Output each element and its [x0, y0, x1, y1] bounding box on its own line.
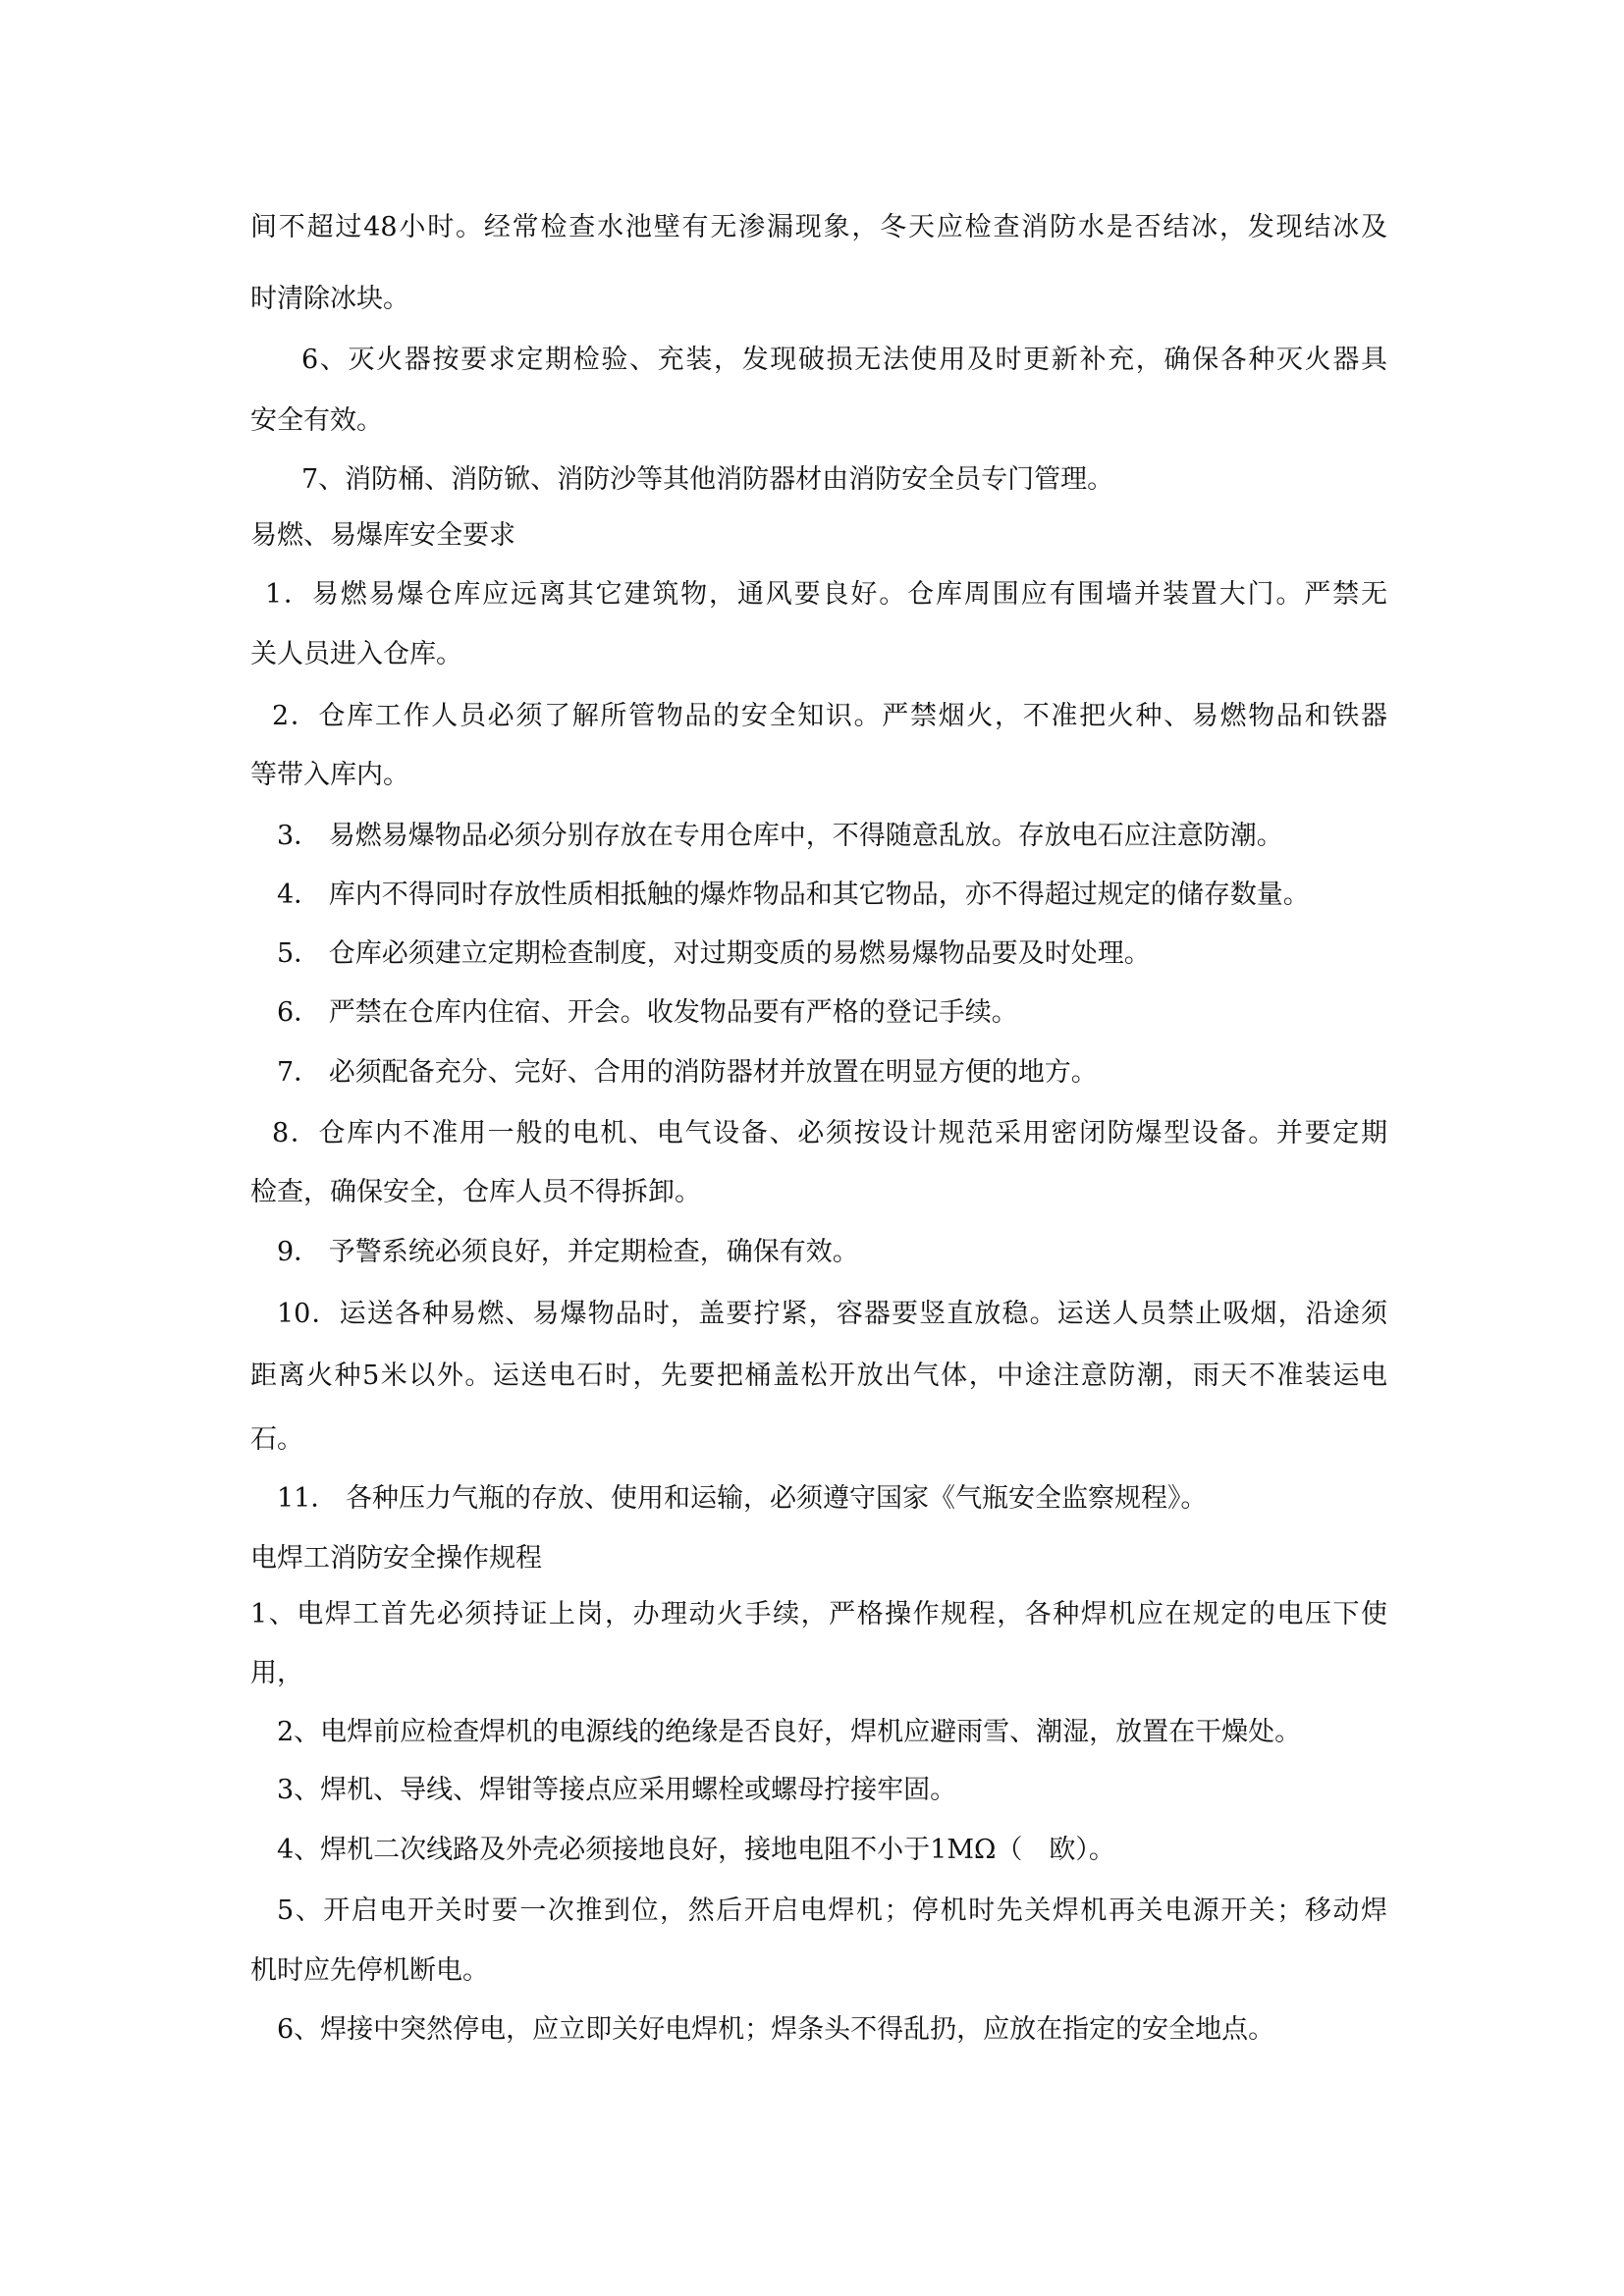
- paragraph-line: 关人员进入仓库。: [250, 639, 462, 669]
- paragraph-line: 机时应先停机断电。: [250, 1955, 489, 1986]
- paragraph-line: 石。: [250, 1424, 303, 1455]
- paragraph-line: 7、消防桶、消防锨、消防沙等其他消防器材由消防安全员专门管理。: [301, 464, 1114, 495]
- paragraph-line: 安全有效。: [250, 405, 383, 436]
- paragraph-line: 4． 库内不得同时存放性质相抵触的爆炸物品和其它物品，亦不得超过规定的储存数量。: [277, 880, 1310, 910]
- paragraph-line: 9． 予警系统必须良好，并定期检查，确保有效。: [277, 1237, 859, 1267]
- paragraph-line: 7． 必须配备充分、完好、合用的消防器材并放置在明显方便的地方。: [277, 1057, 1098, 1088]
- paragraph-line: 3． 易燃易爆物品必须分别存放在专用仓库中，不得随意乱放。存放电石应注意防潮。: [277, 821, 1283, 851]
- paragraph-line: 4、焊机二次线路及外壳必须接地良好，接地电阻不小于1MΩ（ 欧）。: [277, 1835, 1115, 1865]
- paragraph-line: 间不超过48小时。经常检查水池壁有无渗漏现象，冬天应检查消防水是否结冰，发现结冰及: [250, 212, 1387, 242]
- paragraph-line: 2、电焊前应检查焊机的电源线的绝缘是否良好，焊机应避雨雪、潮湿，放置在干燥处。: [277, 1717, 1302, 1747]
- paragraph-line: 等带入库内。: [250, 760, 409, 790]
- paragraph-line: 时清除冰块。: [250, 284, 409, 314]
- paragraph-line: 10．运送各种易燃、易爆物品时，盖要拧紧，容器要竖直放稳。运送人员禁止吸烟，沿途须: [277, 1299, 1387, 1329]
- paragraph-line: 检查，确保安全，仓库人员不得拆卸。: [250, 1177, 701, 1207]
- paragraph-line: 2．仓库工作人员必须了解所管物品的安全知识。严禁烟火，不准把火种、易燃物品和铁器: [272, 701, 1387, 731]
- paragraph-line: 8．仓库内不准用一般的电机、电气设备、必须按设计规范采用密闭防爆型设备。并要定期: [272, 1118, 1387, 1148]
- paragraph-line: 1．易燃易爆仓库应远离其它建筑物，通风要良好。仓库周围应有围墙并装置大门。严禁无: [265, 579, 1387, 610]
- paragraph-line: 5． 仓库必须建立定期检查制度，对过期变质的易燃易爆物品要及时处理。: [277, 938, 1151, 969]
- paragraph-line: 6． 严禁在仓库内住宿、开会。收发物品要有严格的登记手续。: [277, 997, 1018, 1028]
- paragraph-line: 6、灭火器按要求定期检验、充装，发现破损无法使用及时更新补充，确保各种灭火器具: [301, 345, 1387, 375]
- section-heading: 电焊工消防安全操作规程: [250, 1543, 542, 1574]
- paragraph-line: 6、焊接中突然停电，应立即关好电焊机；焊条头不得乱扔，应放在指定的安全地点。: [277, 2014, 1275, 2045]
- paragraph-line: 11． 各种压力气瓶的存放、使用和运输，必须遵守国家《气瓶安全监察规程》。: [277, 1483, 1208, 1514]
- paragraph-line: 3、焊机、导线、焊钳等接点应采用螺栓或螺母拧接牢固。: [277, 1775, 957, 1805]
- section-heading: 易燃、易爆库安全要求: [250, 520, 515, 551]
- paragraph-line: 5、开启电开关时要一次推到位，然后开启电焊机；停机时先关焊机再关电源开关；移动焊: [277, 1896, 1387, 1926]
- paragraph-line: 1、电焊工首先必须持证上岗，办理动火手续，严格操作规程，各种焊机应在规定的电压下使: [250, 1599, 1387, 1629]
- paragraph-line: 用，: [250, 1658, 303, 1688]
- paragraph-line: 距离火种5米以外。运送电石时，先要把桶盖松开放出气体，中途注意防潮，雨天不准装运电: [250, 1361, 1387, 1391]
